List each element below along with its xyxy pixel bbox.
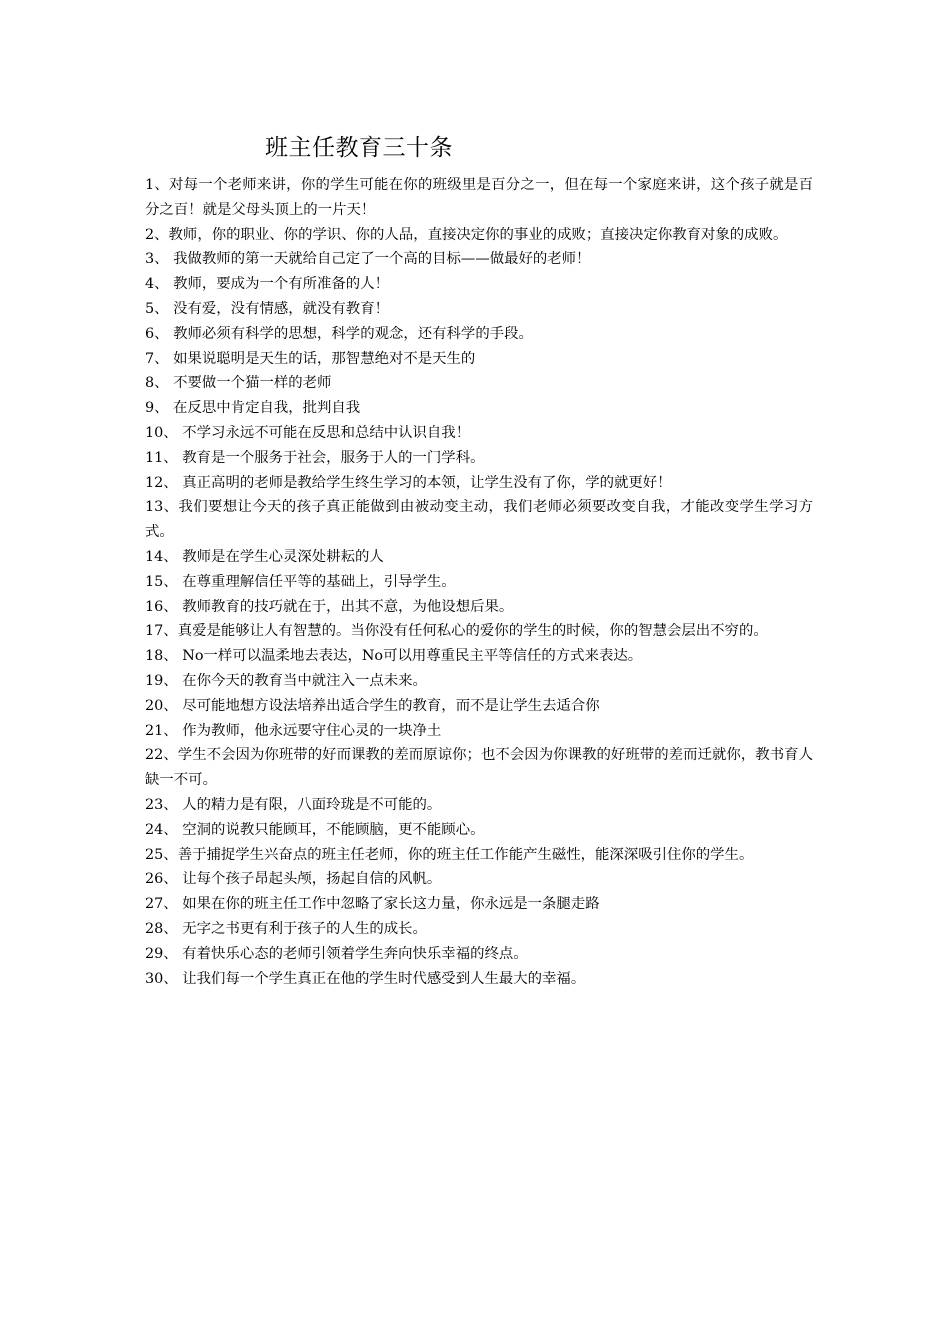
list-item: 10、 不学习永远不可能在反思和总结中认识自我！ [145, 424, 471, 441]
document-title: 班主任教育三十条 [265, 135, 453, 161]
list-item: 6、 教师必须有科学的思想，科学的观念，还有科学的手段。 [145, 325, 533, 342]
list-item: 28、 无字之书更有利于孩子的人生的成长。 [145, 920, 427, 937]
list-item: 9、 在反思中肯定自我，批判自我 [145, 400, 361, 417]
list-item: 27、 如果在你的班主任工作中忽略了家长这力量，你永远是一条腿走路 [145, 896, 600, 913]
list-item: 14、 教师是在学生心灵深处耕耘的人 [145, 548, 384, 565]
list-item: 11、 教育是一个服务于社会，服务于人的一门学科。 [145, 449, 485, 466]
list-item: 13、我们要想让今天的孩子真正能做到由被动变主动，我们老师必须要改变自我，才能改变学生学习方式。 [145, 499, 813, 541]
list-item: 20、 尽可能地想方设法培养出适合学生的教育，而不是让学生去适合你 [145, 697, 600, 714]
list-item: 4、 教师，要成为一个有所准备的人！ [145, 276, 389, 293]
list-item: 15、 在尊重理解信任平等的基础上，引导学生。 [145, 573, 456, 590]
list-item: 22、学生不会因为你班带的好而课教的差而原谅你；也不会因为你课教的好班带的差而迁就你，教书育人缺一不可。 [145, 747, 813, 789]
list-item: 17、真爱是能够让人有智慧的。当你没有任何私心的爱你的学生的时候，你的智慧会层出不穷的。 [145, 623, 768, 640]
list-item: 12、 真正高明的老师是教给学生终生学习的本领，让学生没有了你，学的就更好！ [145, 474, 672, 491]
list-item: 26、 让每个孩子昂起头颅，扬起自信的风帆。 [145, 871, 442, 888]
list-item: 8、 不要做一个猫一样的老师 [145, 375, 332, 392]
list-item: 24、 空洞的说教只能顾耳，不能顾脑，更不能顾心。 [145, 821, 485, 838]
list-item: 1、对每一个老师来讲，你的学生可能在你的班级里是百分之一，但在每一个家庭来讲，这个孩子就是百分之百！就是父母头顶上的一片天！ [145, 177, 813, 218]
list-item: 25、善于捕捉学生兴奋点的班主任老师，你的班主任工作能产生磁性，能深深吸引住你的学生。 [145, 846, 754, 863]
list-item: 18、 No一样可以温柔地去表达，No可以用尊重民主平等信任的方式来表达。 [145, 648, 643, 665]
list-item: 2、教师，你的职业、你的学识、你的人品，直接决定你的事业的成败；直接决定你教育对象的成败。 [145, 226, 788, 243]
list-item: 21、 作为教师，他永远要守住心灵的一块净土 [145, 722, 442, 739]
list-item: 7、 如果说聪明是天生的话，那智慧绝对不是天生的 [145, 350, 476, 367]
list-item: 19、 在你今天的教育当中就注入一点未来。 [145, 672, 427, 689]
item-list [145, 173, 813, 991]
list-item: 29、 有着快乐心态的老师引领着学生奔向快乐幸福的终点。 [145, 945, 528, 962]
list-item: 23、 人的精力是有限，八面玲珑是不可能的。 [145, 796, 442, 813]
list-item: 3、 我做教师的第一天就给自己定了一个高的目标——做最好的老师！ [145, 251, 591, 268]
list-item: 30、 让我们每一个学生真正在他的学生时代感受到人生最大的幸福。 [145, 970, 586, 987]
list-item: 5、 没有爱，没有情感，就没有教育！ [145, 300, 389, 317]
list-item: 16、 教师教育的技巧就在于，出其不意，为他设想后果。 [145, 598, 514, 615]
